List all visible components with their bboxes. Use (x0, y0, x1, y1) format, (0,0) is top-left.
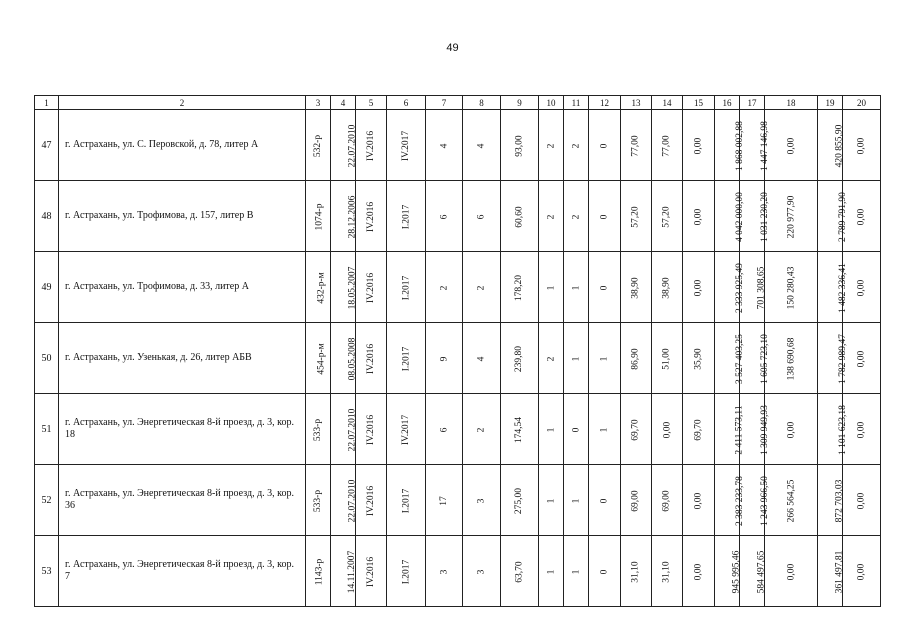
cell-value: 9 (439, 356, 449, 361)
cell-value: 1 868 002,88 (734, 120, 745, 171)
cell-value: 0,00 (856, 421, 867, 438)
table-cell (621, 181, 652, 252)
column-header: 2 (59, 96, 306, 110)
cell-value: 1074-р (314, 203, 325, 230)
table-row (35, 181, 881, 252)
cell-value: 22.07.2010 (347, 124, 358, 167)
cell-value: 6 (439, 214, 449, 219)
cell-value: IV.2016 (366, 556, 377, 587)
table-cell (539, 323, 564, 394)
cell-value: 3 527 403,25 (734, 333, 745, 384)
table-cell (387, 536, 426, 607)
table-cell (843, 181, 881, 252)
cell-value: 69,00 (662, 489, 672, 512)
cell-value: 22.07.2010 (347, 408, 358, 451)
table-cell (683, 181, 715, 252)
cell-value: I.2017 (400, 275, 411, 300)
table-cell (621, 465, 652, 536)
cell-value: IV.2017 (401, 130, 411, 161)
table-cell (818, 323, 848, 394)
table-cell (356, 465, 387, 536)
cell-value: 1 (546, 427, 556, 432)
table-cell (387, 110, 426, 181)
cell-value: 1 031 230,20 (759, 191, 770, 242)
table-cell (331, 394, 356, 465)
table-cell (426, 252, 463, 323)
column-header: 8 (463, 96, 501, 110)
table-cell (306, 394, 331, 465)
table-cell (306, 536, 331, 607)
table-cell (589, 181, 621, 252)
table-row (35, 323, 881, 394)
cell-value: 361 497,81 (834, 550, 845, 593)
cell-value: 35,90 (693, 347, 704, 370)
table-cell (426, 394, 463, 465)
column-header: 11 (564, 96, 589, 110)
table-cell (715, 323, 745, 394)
cell-value: 1 (546, 569, 556, 574)
cell-value: 701 308,65 (756, 266, 767, 309)
cell-value: 1 (599, 356, 610, 361)
cell-value: 57,20 (631, 205, 641, 228)
cell-value: 2 411 573,11 (734, 404, 745, 455)
table-cell (683, 536, 715, 607)
table-cell (501, 252, 539, 323)
cell-value: 872 703,03 (834, 479, 845, 522)
table-cell (501, 181, 539, 252)
table-cell (539, 181, 564, 252)
cell-value: IV.2016 (366, 130, 377, 161)
cell-value: 4 (476, 356, 487, 361)
cell-value: 0,00 (693, 563, 704, 580)
cell-value: 432-р-м (316, 271, 327, 304)
table-cell (765, 394, 818, 465)
row-number-cell: 47 (35, 110, 59, 181)
cell-value: 1 482 336,41 (837, 262, 848, 313)
table-cell (818, 465, 843, 536)
cell-value: 275,00 (514, 487, 525, 514)
cell-value: 0,00 (856, 563, 867, 580)
cell-value: 0,00 (662, 421, 672, 438)
column-header: 12 (589, 96, 621, 110)
cell-value: 2 (571, 214, 581, 219)
cell-value: 0 (599, 569, 610, 574)
table-cell (356, 252, 387, 323)
column-header: 17 (740, 96, 765, 110)
cell-value: 1 (571, 285, 581, 290)
cell-value: 08.05.2008 (347, 337, 358, 380)
cell-value: 178,20 (514, 274, 525, 301)
column-header: 5 (356, 96, 387, 110)
table-cell (387, 252, 426, 323)
cell-value: 31,10 (631, 560, 641, 583)
cell-value: 31,10 (662, 560, 672, 583)
table-cell (463, 536, 501, 607)
table-cell (715, 252, 745, 323)
table-cell (621, 394, 652, 465)
cell-value: 0,00 (786, 563, 796, 580)
column-header: 10 (539, 96, 564, 110)
table-cell (539, 394, 564, 465)
cell-value: 0 (599, 214, 610, 219)
address-cell: г. Астрахань, ул. Энергетическая 8-й проезд, д. 3, кор. 7 (59, 536, 306, 607)
table-cell (463, 181, 501, 252)
table-cell (652, 465, 683, 536)
table-cell (331, 536, 356, 607)
cell-value: IV.2016 (366, 414, 377, 445)
cell-value: 2 (546, 356, 556, 361)
table-cell (621, 252, 652, 323)
cell-value: 533-р (312, 418, 323, 441)
table-row (35, 536, 881, 607)
cell-value: 57,20 (662, 205, 672, 228)
cell-value: 51,00 (662, 347, 672, 370)
column-header: 16 (715, 96, 740, 110)
table-cell (715, 394, 745, 465)
table-cell (463, 465, 501, 536)
cell-value: 0,00 (856, 208, 867, 225)
table-row (35, 465, 881, 536)
table-cell (426, 536, 463, 607)
table-cell (564, 465, 589, 536)
table-cell (426, 181, 463, 252)
table-cell (331, 110, 356, 181)
table-cell (818, 110, 843, 181)
header-row (35, 96, 881, 110)
cell-value: 0,00 (856, 350, 867, 367)
table-cell (652, 181, 683, 252)
cell-value: 1 101 623,18 (837, 404, 848, 455)
table-cell (387, 465, 426, 536)
table-cell (843, 323, 881, 394)
table-cell (387, 181, 426, 252)
table-cell (501, 465, 539, 536)
table-cell (331, 252, 356, 323)
table-cell (356, 323, 387, 394)
cell-value: 77,00 (631, 134, 641, 157)
table-cell (589, 252, 621, 323)
table-cell (463, 252, 501, 323)
table-cell (501, 536, 539, 607)
table-cell (306, 110, 331, 181)
cell-value: IV.2016 (366, 201, 377, 232)
cell-value: 532-р (312, 134, 323, 157)
cell-value: 17 (439, 495, 449, 506)
table-cell (539, 252, 564, 323)
table-cell (621, 110, 652, 181)
table-cell (426, 110, 463, 181)
cell-value: 584 497,65 (756, 550, 767, 593)
cell-value: 6 (439, 427, 449, 432)
cell-value: 22.07.2010 (347, 479, 358, 522)
cell-value: 1 (571, 569, 581, 574)
cell-value: 0 (599, 498, 610, 503)
cell-value: 2 (546, 143, 556, 148)
cell-value: 1 605 723,10 (759, 333, 770, 384)
table-cell (843, 465, 881, 536)
cell-value: 69,70 (631, 418, 641, 441)
cell-value: 0,00 (786, 421, 796, 438)
row-number-cell: 49 (35, 252, 59, 323)
cell-value: 0,00 (856, 279, 867, 296)
cell-value: 77,00 (662, 134, 672, 157)
table-cell (589, 465, 621, 536)
cell-value: 2 (476, 427, 487, 432)
cell-value: 0,00 (856, 137, 867, 154)
cell-value: 1 (546, 498, 556, 503)
cell-value: I.2017 (400, 559, 411, 584)
table-cell (818, 181, 848, 252)
cell-value: 2 (571, 143, 581, 148)
table-cell (463, 323, 501, 394)
cell-value: 0,00 (693, 208, 704, 225)
cell-value: 63,70 (514, 560, 525, 583)
row-number-cell: 50 (35, 323, 59, 394)
cell-value: 2 (476, 285, 487, 290)
table-cell (331, 465, 356, 536)
table-cell (331, 181, 356, 252)
table-cell (463, 110, 501, 181)
table-cell (356, 181, 387, 252)
table-cell (740, 536, 765, 607)
table-row (35, 252, 881, 323)
cell-value: 69,00 (631, 489, 641, 512)
cell-value: 2 383 233,78 (734, 475, 745, 526)
table-cell (843, 252, 881, 323)
address-cell: г. Астрахань, ул. Трофимова, д. 157, литер В (59, 181, 306, 252)
cell-value: 454-р-м (316, 342, 327, 375)
table-cell (356, 536, 387, 607)
cell-value: 1 447 146,98 (759, 120, 770, 171)
table-cell (539, 110, 564, 181)
table-cell (463, 394, 501, 465)
table-cell (683, 323, 715, 394)
table-cell (589, 323, 621, 394)
table-cell (818, 536, 843, 607)
cell-value: 0,00 (856, 492, 867, 509)
cell-value: 0 (571, 427, 581, 432)
cell-value: 3 (476, 569, 487, 574)
table-cell (356, 394, 387, 465)
table-row (35, 110, 881, 181)
table-cell (564, 110, 589, 181)
cell-value: 945 995,46 (731, 550, 742, 593)
table-cell (539, 465, 564, 536)
table-cell (652, 323, 683, 394)
table-cell (564, 536, 589, 607)
cell-value: I.2017 (400, 346, 411, 371)
cell-value: IV.2016 (366, 343, 377, 374)
cell-value: 174,54 (514, 416, 525, 443)
table-cell (589, 394, 621, 465)
cell-value: 3 (476, 498, 487, 503)
cell-value: 2 789 791,90 (837, 191, 848, 242)
cell-value: 4 (439, 143, 449, 148)
table-cell (564, 323, 589, 394)
address-cell: г. Астрахань, ул. С. Перовской, д. 78, литер А (59, 110, 306, 181)
row-number-cell: 51 (35, 394, 59, 465)
cell-value: IV.2016 (366, 485, 377, 516)
table-cell (426, 465, 463, 536)
table-row (35, 394, 881, 465)
cell-value: IV.2016 (366, 272, 377, 303)
row-number-cell: 48 (35, 181, 59, 252)
address-cell: г. Астрахань, ул. Энергетическая 8-й проезд, д. 3, кор. 36 (59, 465, 306, 536)
column-header: 14 (652, 96, 683, 110)
table-cell (621, 323, 652, 394)
column-header: 15 (683, 96, 715, 110)
cell-value: 239,80 (514, 345, 525, 372)
table-cell (652, 252, 683, 323)
row-number-cell: 53 (35, 536, 59, 607)
cell-value: 86,90 (631, 347, 641, 370)
cell-value: 4 (476, 143, 487, 148)
table-cell (652, 110, 683, 181)
cell-value: 2 (439, 285, 449, 290)
column-header: 6 (387, 96, 426, 110)
table-cell (564, 394, 589, 465)
cell-value: 28.12.2006 (347, 195, 358, 238)
table-cell (683, 394, 715, 465)
table-cell (715, 110, 745, 181)
cell-value: 1 (571, 498, 581, 503)
table-cell (765, 252, 818, 323)
column-header: 7 (426, 96, 463, 110)
table-cell (564, 181, 589, 252)
table-cell (589, 536, 621, 607)
cell-value: 14.11.2007 (347, 550, 358, 593)
column-header: 19 (818, 96, 843, 110)
table-cell (306, 323, 331, 394)
table-cell (683, 465, 715, 536)
cell-value: 0,00 (786, 137, 796, 154)
table-cell (387, 394, 426, 465)
table-cell (621, 536, 652, 607)
column-header: 4 (331, 96, 356, 110)
table-cell (715, 465, 745, 536)
table-cell (652, 394, 683, 465)
cell-value: I.2017 (400, 204, 411, 229)
table-cell (818, 394, 848, 465)
cell-value: 1 (546, 285, 556, 290)
table-cell (387, 323, 426, 394)
table-cell (356, 110, 387, 181)
table-cell (539, 536, 564, 607)
cell-value: 18.05.2007 (347, 266, 358, 309)
table-cell (306, 465, 331, 536)
cell-value: 0,00 (693, 279, 704, 296)
cell-value: 220 977,90 (786, 195, 796, 238)
cell-value: 1 782 989,47 (837, 333, 848, 384)
cell-value: 1 309 949,93 (759, 404, 770, 455)
cell-value: 2 333 925,49 (734, 262, 745, 313)
table-cell (683, 252, 715, 323)
cell-value: 60,60 (514, 205, 525, 228)
table-cell (426, 323, 463, 394)
column-header: 13 (621, 96, 652, 110)
table-cell (683, 110, 715, 181)
table-cell (843, 536, 881, 607)
cell-value: 38,90 (662, 276, 672, 299)
cell-value: 6 (476, 214, 487, 219)
cell-value: 3 (439, 569, 449, 574)
cell-value: 0,00 (693, 492, 704, 509)
table-cell (843, 110, 881, 181)
table-cell (843, 394, 881, 465)
table-cell (306, 252, 331, 323)
table-cell (765, 181, 818, 252)
cell-value: 138 690,68 (786, 337, 796, 380)
table-cell (501, 394, 539, 465)
table-cell (564, 252, 589, 323)
cell-value: 533-р (312, 489, 323, 512)
table-cell (589, 110, 621, 181)
table-cell (331, 323, 356, 394)
table-cell (765, 110, 818, 181)
table-cell (765, 323, 818, 394)
cell-value: 266 564,25 (786, 479, 796, 522)
cell-value: 1 (571, 356, 581, 361)
address-cell: г. Астрахань, ул. Трофимова, д. 33, литер А (59, 252, 306, 323)
cell-value: 1 243 966,50 (759, 475, 770, 526)
table-cell (715, 536, 740, 607)
cell-value: 150 280,43 (786, 266, 796, 309)
table-cell (501, 323, 539, 394)
address-cell: г. Астрахань, ул. Энергетическая 8-й проезд, д. 3, кор. 18 (59, 394, 306, 465)
cell-value: 420 855,90 (834, 124, 845, 167)
cell-value: 0,00 (693, 137, 704, 154)
register-table (34, 95, 881, 607)
cell-value: 38,90 (631, 276, 641, 299)
cell-value: 4 042 000,00 (734, 191, 745, 242)
row-number-cell: 52 (35, 465, 59, 536)
cell-value: 1143-р (314, 558, 325, 585)
table-cell (818, 252, 848, 323)
cell-value: 0 (599, 285, 610, 290)
table-cell (306, 181, 331, 252)
cell-value: IV.2017 (401, 414, 411, 445)
cell-value: 93,00 (514, 134, 525, 157)
table-cell (501, 110, 539, 181)
page-number: 49 (446, 42, 459, 54)
table-cell (765, 465, 818, 536)
column-header: 18 (765, 96, 818, 110)
table-cell (765, 536, 818, 607)
table-cell (715, 181, 745, 252)
column-header: 20 (843, 96, 881, 110)
table-cell (652, 536, 683, 607)
cell-value: 0 (599, 143, 610, 148)
column-header: 3 (306, 96, 331, 110)
cell-value: 2 (546, 214, 556, 219)
address-cell: г. Астрахань, ул. Узенькая, д. 26, литер АБВ (59, 323, 306, 394)
cell-value: I.2017 (400, 488, 411, 513)
column-header: 9 (501, 96, 539, 110)
cell-value: 69,70 (693, 418, 704, 441)
cell-value: 1 (599, 427, 610, 432)
column-header: 1 (35, 96, 59, 110)
